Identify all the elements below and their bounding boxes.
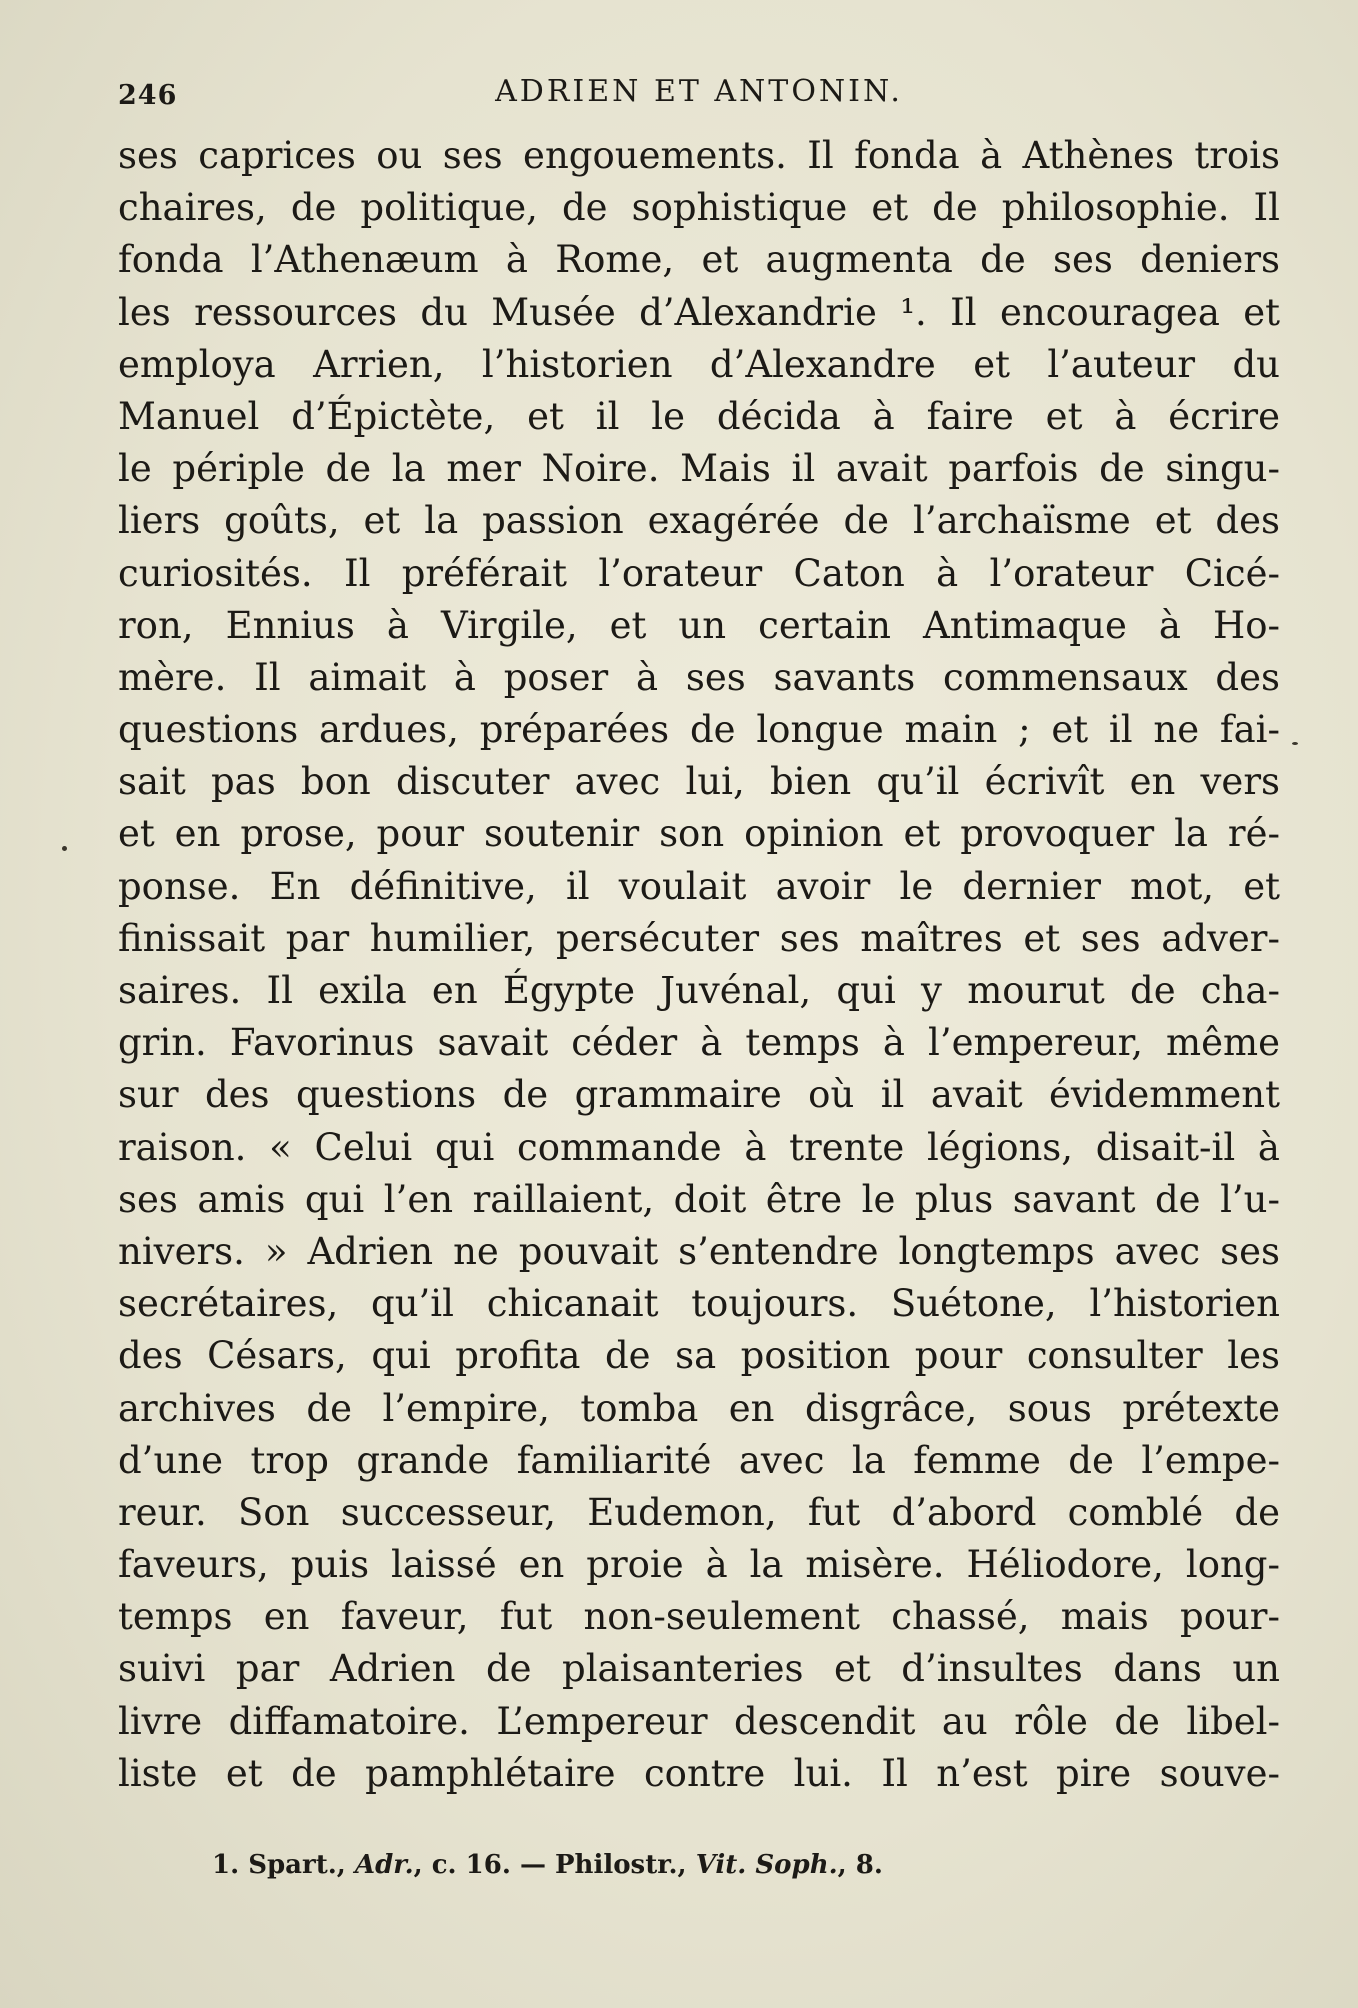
text-line: questions ardues, préparées de longue main ; et il ne fai- — [118, 708, 1280, 752]
text-line: employa Arrien, l’historien d’Alexandre et l’auteur du — [118, 342, 1280, 386]
body-text — [118, 130, 1280, 1800]
text-line: le périple de la mer Noire. Mais il avait parfois de singu- — [118, 447, 1280, 491]
text-line: secrétaires, qu’il chicanait toujours. Suétone, l’historien — [118, 1282, 1280, 1326]
footnote-italic-work: Vit. Soph. — [695, 1850, 838, 1880]
text-line: d’une trop grande familiarité avec la femme de l’empe- — [118, 1438, 1280, 1482]
text-line: sur des questions de grammaire où il avait évidemment — [118, 1073, 1280, 1117]
footnote-number: 1. — [212, 1850, 240, 1880]
text-line: chaires, de politique, de sophistique et de philosophie. Il — [118, 186, 1280, 230]
text-line: reur. Son successeur, Eudemon, fut d’abord comblé de — [118, 1490, 1280, 1534]
text-line: liste et de pamphlétaire contre lui. Il n’est pire souve- — [118, 1751, 1280, 1795]
text-line: et en prose, pour soutenir son opinion et provoquer la ré- — [118, 812, 1280, 856]
footnote-text: Spart., — [248, 1850, 346, 1880]
footnote — [212, 1850, 883, 1880]
text-line: finissait par humilier, persécuter ses maîtres et ses adver- — [118, 916, 1280, 960]
running-head: ADRIEN ET ANTONIN. — [495, 74, 903, 109]
text-line: sait pas bon discuter avec lui, bien qu’il écrivît en vers — [118, 760, 1280, 804]
text-line: Manuel d’Épictète, et il le décida à faire et à écrire — [118, 394, 1280, 438]
text-line: temps en faveur, fut non-seulement chassé, mais pour- — [118, 1595, 1280, 1639]
footnote-text: , 8. — [837, 1850, 883, 1880]
paper-speck — [1292, 742, 1298, 745]
page-header — [118, 74, 1280, 124]
text-line: des Césars, qui profita de sa position pour consulter les — [118, 1334, 1280, 1378]
text-line: liers goûts, et la passion exagérée de l’archaïsme et des — [118, 499, 1280, 543]
text-line: mère. Il aimait à poser à ses savants commensaux des — [118, 655, 1280, 699]
text-line: raison. « Celui qui commande à trente légions, disait-il à — [118, 1125, 1280, 1169]
text-line: faveurs, puis laissé en proie à la misère. Héliodore, long- — [118, 1543, 1280, 1587]
text-line: ses amis qui l’en raillaient, doit être le plus savant de l’u- — [118, 1177, 1280, 1221]
footnote-text: , c. 16. — Philostr., — [413, 1850, 687, 1880]
text-line: ses caprices ou ses engouements. Il fonda à Athènes trois — [118, 134, 1280, 177]
text-line: livre diffamatoire. L’empereur descendit au rôle de libel- — [118, 1699, 1280, 1743]
text-line: archives de l’empire, tomba en disgrâce, sous prétexte — [118, 1386, 1280, 1430]
text-line: fonda l’Athenæum à Rome, et augmenta de ses deniers — [118, 238, 1280, 282]
page-number: 246 — [118, 80, 178, 111]
text-line: les ressources du Musée d’Alexandrie ¹. Il encouragea et — [118, 290, 1280, 334]
text-line: suivi par Adrien de plaisanteries et d’insultes dans un — [118, 1647, 1280, 1691]
paper-speck — [62, 846, 67, 851]
text-line: ponse. En définitive, il voulait avoir le dernier mot, et — [118, 864, 1280, 908]
text-line: curiosités. Il préférait l’orateur Caton à l’orateur Cicé- — [118, 551, 1280, 595]
footnote-italic-work: Adr. — [354, 1850, 414, 1880]
text-line: saires. Il exila en Égypte Juvénal, qui y mourut de cha- — [118, 969, 1280, 1012]
text-line: grin. Favorinus savait céder à temps à l’empereur, même — [118, 1021, 1280, 1065]
text-line: nivers. » Adrien ne pouvait s’entendre longtemps avec ses — [118, 1229, 1280, 1273]
text-line: ron, Ennius à Virgile, et un certain Antimaque à Ho- — [118, 603, 1280, 647]
